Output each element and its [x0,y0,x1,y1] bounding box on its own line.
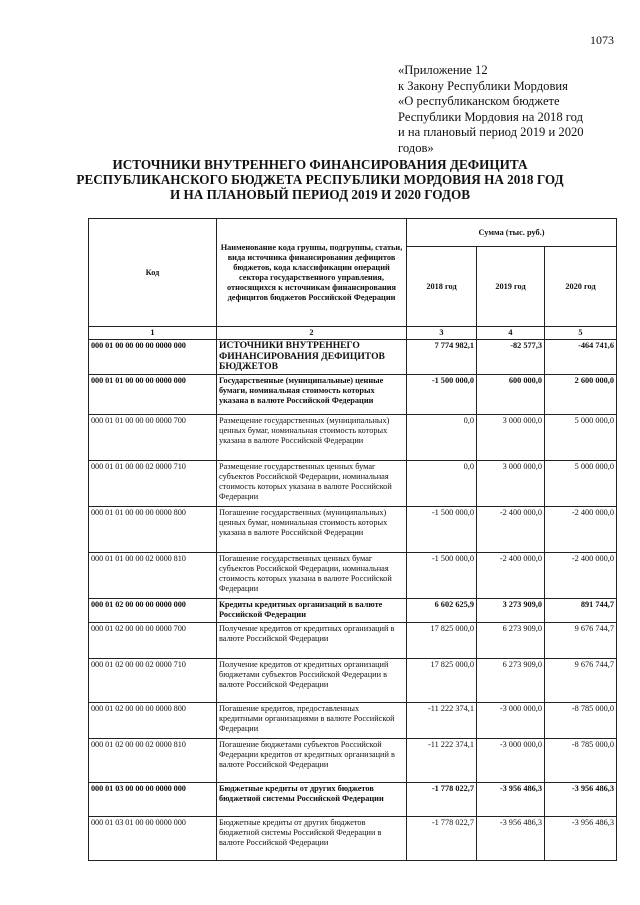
row-value-2018: -1 778 022,7 [407,816,477,860]
row-value-2019: -3 000 000,0 [477,738,545,782]
row-value-2019: 6 273 909,0 [477,622,545,658]
row-value-2019: 3 273 909,0 [477,598,545,622]
appendix-line: «Приложение 12 [398,63,488,77]
table-header-row [89,219,617,247]
header-year-2019: 2019 год [477,247,545,327]
appendix-line: к Закону Республики Мордовия [398,78,568,93]
row-value-2018: -1 500 000,0 [407,374,477,414]
table-row [89,816,617,860]
row-name: Погашение бюджетами субъектов Российской Федерации кредитов от кредитных организаций в валюте Российской Федерации [217,738,407,782]
column-number: 1 [89,327,217,340]
row-value-2019: -82 577,3 [477,340,545,375]
row-value-2019: -2 400 000,0 [477,506,545,552]
table-row [89,340,617,375]
row-code: 000 01 02 00 00 02 0000 710 [89,658,217,702]
row-value-2020: 891 744,7 [545,598,617,622]
row-name: Кредиты кредитных организаций в валюте Российской Федерации [217,598,407,622]
appendix-note [398,63,634,157]
row-code: 000 01 03 01 00 00 0000 000 [89,816,217,860]
row-value-2018: 17 825 000,0 [407,658,477,702]
row-value-2018: -11 222 374,1 [407,702,477,738]
title-line: И НА ПЛАНОВЫЙ ПЕРИОД 2019 И 2020 ГОДОВ [169,187,471,202]
column-number: 2 [217,327,407,340]
table-row [89,598,617,622]
title-line: РЕСПУБЛИКАНСКОГО БЮДЖЕТА РЕСПУБЛИКИ МОРДОВИЯ НА 2018 ГОД [76,172,564,187]
row-code: 000 01 00 00 00 00 0000 000 [89,340,217,375]
row-value-2020: 5 000 000,0 [545,460,617,506]
row-value-2020: -3 956 486,3 [545,816,617,860]
table-row [89,702,617,738]
row-value-2018: -1 778 022,7 [407,782,477,816]
financing-sources-table [88,218,617,861]
row-name: Погашение кредитов, предоставленных кредитными организациями в валюте Российской Федерации [217,702,407,738]
row-value-2020: 9 676 744,7 [545,658,617,702]
row-code: 000 01 02 00 00 00 0000 700 [89,622,217,658]
document-title [0,157,640,202]
title-line: ИСТОЧНИКИ ВНУТРЕННЕГО ФИНАНСИРОВАНИЯ ДЕФИЦИТА [112,157,528,172]
header-year-2018: 2018 год [407,247,477,327]
row-name: Погашение государственных (муниципальных) ценных бумаг, номинальная стоимость которых указана в валюте Российской Федерации [217,506,407,552]
table-row [89,658,617,702]
header-year-2020: 2020 год [545,247,617,327]
row-name: Получение кредитов от кредитных организаций в валюте Российской Федерации [217,622,407,658]
row-value-2019: 6 273 909,0 [477,658,545,702]
row-value-2020: -464 741,6 [545,340,617,375]
row-name: Получение кредитов от кредитных организаций бюджетами субъектов Российской Федерации в валюте Российской Федерации [217,658,407,702]
column-number-row [89,327,617,340]
table-row [89,506,617,552]
row-value-2019: -3 000 000,0 [477,702,545,738]
row-value-2020: -8 785 000,0 [545,738,617,782]
row-value-2018: 6 602 625,9 [407,598,477,622]
row-value-2018: 7 774 982,1 [407,340,477,375]
row-name: Размещение государственных (муниципальных) ценных бумаг, номинальная стоимость которых указана в валюте Российской Федерации [217,414,407,460]
appendix-line: и на плановый период 2019 и 2020 [398,125,584,140]
row-value-2020: 5 000 000,0 [545,414,617,460]
row-value-2018: -1 500 000,0 [407,506,477,552]
row-code: 000 01 01 00 00 00 0000 000 [89,374,217,414]
table-row [89,552,617,598]
row-value-2019: 3 000 000,0 [477,414,545,460]
row-name: Бюджетные кредиты от других бюджетов бюджетной системы Российской Федерации [217,782,407,816]
row-value-2018: -1 500 000,0 [407,552,477,598]
row-code: 000 01 01 00 00 02 0000 810 [89,552,217,598]
row-value-2020: 2 600 000,0 [545,374,617,414]
page-number: 1073 [590,33,614,47]
table-row [89,622,617,658]
row-code: 000 01 02 00 00 02 0000 810 [89,738,217,782]
row-code: 000 01 03 00 00 00 0000 000 [89,782,217,816]
row-value-2018: 17 825 000,0 [407,622,477,658]
row-value-2019: -3 956 486,3 [477,782,545,816]
appendix-line: Республики Мордовия на 2018 год [398,109,583,124]
table-row [89,782,617,816]
row-value-2018: 0,0 [407,460,477,506]
row-name: Государственные (муниципальные) ценные бумаги, номинальная стоимость которых указана в валюте Российской Федерации [217,374,407,414]
appendix-line: «О республиканском бюджете [398,94,560,109]
row-value-2020: -2 400 000,0 [545,506,617,552]
row-value-2020: -8 785 000,0 [545,702,617,738]
column-number: 4 [477,327,545,340]
table-row [89,414,617,460]
row-code: 000 01 01 00 00 02 0000 710 [89,460,217,506]
row-value-2020: 9 676 744,7 [545,622,617,658]
column-number: 5 [545,327,617,340]
table-row [89,374,617,414]
row-name: ИСТОЧНИКИ ВНУТРЕННЕГО ФИНАНСИРОВАНИЯ ДЕФИЦИТОВ БЮДЖЕТОВ [217,340,407,375]
row-code: 000 01 02 00 00 00 0000 800 [89,702,217,738]
table-row [89,738,617,782]
header-name: Наименование кода группы, подгруппы, статьи, вида источника финансирования дефицитов бюджетов, кода классификации операций сектора государственного управления, относящихся к источникам финансирования дефицитов бюджетов Российской Федерации [217,219,407,327]
row-value-2020: -3 956 486,3 [545,782,617,816]
row-code: 000 01 02 00 00 00 0000 000 [89,598,217,622]
row-value-2020: -2 400 000,0 [545,552,617,598]
row-value-2019: 3 000 000,0 [477,460,545,506]
row-value-2018: 0,0 [407,414,477,460]
column-number: 3 [407,327,477,340]
appendix-line: годов» [398,140,434,155]
header-sum: Сумма (тыс. руб.) [407,219,617,247]
header-code: Код [89,219,217,327]
row-value-2018: -11 222 374,1 [407,738,477,782]
row-code: 000 01 01 00 00 00 0000 800 [89,506,217,552]
row-value-2019: 600 000,0 [477,374,545,414]
table-row [89,460,617,506]
row-value-2019: -3 956 486,3 [477,816,545,860]
row-value-2019: -2 400 000,0 [477,552,545,598]
row-name: Бюджетные кредиты от других бюджетов бюджетной системы Российской Федерации в валюте Российской Федерации [217,816,407,860]
row-code: 000 01 01 00 00 00 0000 700 [89,414,217,460]
row-name: Погашение государственных ценных бумаг субъектов Российской Федерации, номинальная стоимость которых указана в валюте Российской Федерации [217,552,407,598]
row-name: Размещение государственных ценных бумаг субъектов Российской Федерации, номинальная стоимость которых указана в валюте Российской Федерации [217,460,407,506]
